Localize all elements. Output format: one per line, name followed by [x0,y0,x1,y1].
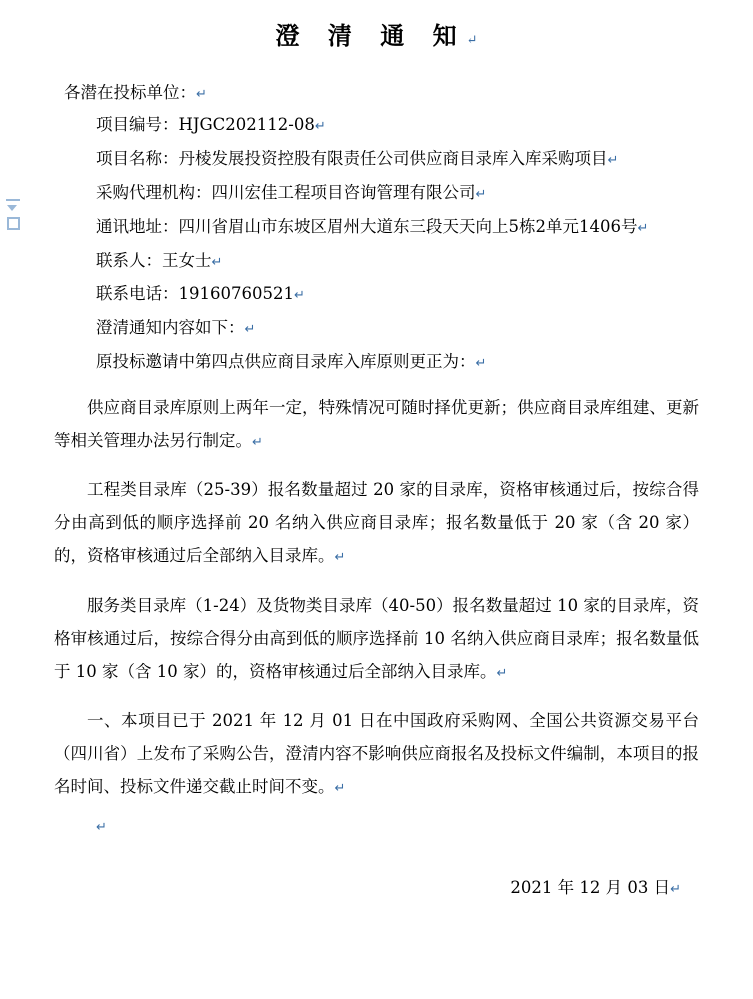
field-label: 澄清通知内容如下： [96,318,245,338]
paragraph-mark-icon: ↵ [252,434,263,450]
paragraph-service-goods-catalog [54,589,699,688]
field-label: 项目编号： [96,115,179,135]
paragraph-text: 一、本项目已于 2021 年 12 月 01 日在中国政府采购网、全国公共资源交易平台（四川省）上发布了采购公告，澄清内容不影响供应商报名及投标文件编制，本项目的报名时间、投标文件递交截止时间不变。 [54,711,699,797]
paragraph-mark-icon: ↵ [637,220,649,236]
paragraph-mark-icon: ↵ [96,819,107,835]
field-agency [96,176,699,210]
paragraph-mark-icon: ↵ [475,356,487,372]
page-title [54,8,699,51]
paragraph-engineering-catalog [54,473,699,572]
paragraph-mark-icon: ↵ [607,153,619,169]
field-label: 采购代理机构： [96,182,212,202]
field-value: 四川省眉山市东坡区眉州大道东三段天天向上5栋2单元1406号 [178,216,638,236]
paragraph-mark-icon: ↵ [196,87,207,102]
field-clarification-intro [96,311,699,345]
margin-mark-box [7,217,20,230]
field-value: 19160760521 [178,284,294,304]
paragraph-mark-icon: ↵ [334,550,346,566]
paragraph-text: 供应商目录库原则上两年一定，特殊情况可随时择优更新；供应商目录库组建、更新等相关管理办法另行制定。 [54,397,699,450]
salutation-text: 各潜在投标单位： [64,83,196,102]
margin-mark-triangle [7,205,17,211]
paragraph-catalog-principle [54,391,699,457]
paragraph-mark-icon: ↵ [211,254,223,270]
field-label: 联系人： [96,250,162,270]
salutation [64,77,699,108]
field-project-name [96,142,699,176]
field-label: 项目名称： [96,149,179,169]
margin-marks [4,196,24,236]
blank-line [96,820,699,844]
document-page [0,8,753,999]
field-value: 四川宏佳工程项目咨询管理有限公司 [211,182,476,202]
field-value: 丹棱发展投资控股有限责任公司供应商目录库入库采购项目 [178,149,608,169]
field-contact-person [96,244,699,278]
paragraph-mark-icon: ↵ [475,186,487,202]
paragraph-text: 服务类目录库（1-24）及货物类目录库（40-50）报名数量超过 10 家的目录库，资格审核通过后，按综合得分由高到低的顺序选择前 10 名纳入供应商目录库；报名数量低于 10 家（含 10 家）的，资格审核通过后全部纳入目录库。 [54,595,699,681]
paragraph-announcement-notice [54,704,699,803]
paragraph-mark-icon: ↵ [670,881,681,897]
paragraph-mark-icon: ↵ [496,665,508,681]
field-label: 通讯地址： [96,216,179,236]
paragraph-mark-icon: ↵ [334,781,346,797]
paragraph-mark-icon: ↵ [314,119,326,135]
margin-mark-bar [6,199,20,201]
field-correction-intro [96,345,699,379]
paragraph-mark-icon: ↵ [466,33,478,48]
paragraph-text: 工程类目录库（25-39）报名数量超过 20 家的目录库，资格审核通过后，按综合得分由高到低的顺序选择前 20 名纳入供应商目录库；报名数量低于 20 家（含 20 家）的，资格审核通过后全部纳入目录库。 [54,480,699,566]
page-title-text: 澄 清 通 知 [275,21,467,50]
field-value: 王女士 [162,250,212,270]
field-label: 联系电话： [96,284,179,304]
field-address [96,210,699,244]
field-label: 原投标邀请中第四点供应商目录库入库原则更正为： [96,352,476,372]
field-project-number [96,108,699,142]
field-contact-phone [96,277,699,311]
signature-date-text: 2021 年 12 月 03 日 [510,877,671,897]
paragraph-mark-icon: ↵ [293,288,305,304]
field-value: HJGC202112-08 [178,115,315,135]
paragraph-mark-icon: ↵ [244,322,256,338]
signature-date [54,874,699,898]
